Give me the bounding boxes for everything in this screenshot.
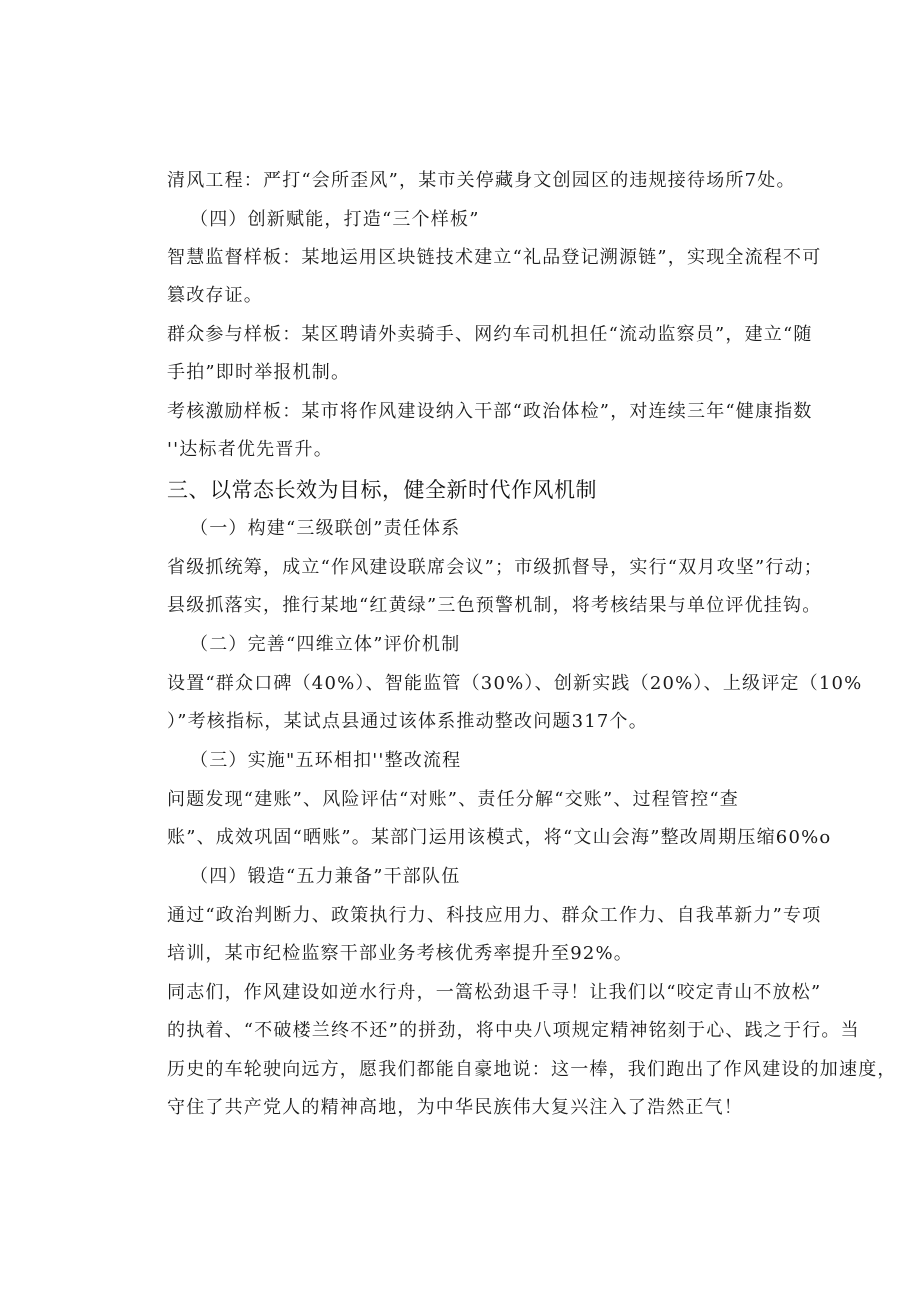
paragraph-qingfeng-project: 清风工程：严打“会所歪风”，某市关停藏身文创园区的违规接待场所7处。 <box>167 170 796 191</box>
section-heading-three: 三、以常态长效为目标，健全新时代作风机制 <box>167 478 597 502</box>
paragraph-public-participation-cont: 手拍”即时举报机制。 <box>167 362 351 383</box>
paragraph-smart-supervision: 智慧监督样板：某地运用区块链技术建立“礼品登记溯源链”，实现全流程不可 <box>167 247 822 268</box>
subheading-five-abilities: （四）锻造“五力兼备”干部队伍 <box>190 866 461 887</box>
subheading-four-dimension: （二）完善“四维立体”评价机制 <box>190 634 461 655</box>
paragraph-five-rings: 问题发现“建账”、风险评估“对账”、责任分解“交账”、过程管控“查 <box>167 789 740 810</box>
subheading-three-level: （一）构建“三级联创”责任体系 <box>190 518 461 539</box>
paragraph-four-dimension: 设置“群众口碑（40%）、智能监管（30%）、创新实践（20%）、上级评定（10% <box>167 673 863 694</box>
paragraph-assessment-incentive: 考核激励样板：某市将作风建设纳入干部“政治体检”，对连续三年“健康指数 <box>167 401 813 422</box>
paragraph-closing-2: 的执着、“不破楼兰终不还”的拼劲，将中央八项规定精神铭刻于心、践之于行。当 <box>167 1020 860 1041</box>
paragraph-public-participation: 群众参与样板：某区聘请外卖骑手、网约车司机担任“流动监察员”，建立“随 <box>167 324 813 345</box>
paragraph-assessment-incentive-cont: ''达标者优先晋升。 <box>167 439 333 460</box>
paragraph-five-abilities-cont: 培训，某市纪检监察干部业务考核优秀率提升至92%。 <box>167 943 634 964</box>
subheading-innovation-empowerment: （四）创新赋能，打造“三个样板” <box>190 209 480 230</box>
paragraph-three-level-cont: 县级抓落实，推行某地“红黄绿”三色预警机制，将考核结果与单位评优挂钩。 <box>167 595 822 616</box>
paragraph-closing-4: 守住了共产党人的精神高地，为中华民族伟大复兴注入了浩然正气！ <box>167 1097 743 1118</box>
subheading-five-rings: （三）实施"五环相扣''整改流程 <box>190 750 462 771</box>
paragraph-closing-1: 同志们，作风建设如逆水行舟，一篙松劲退千寻！让我们以“咬定青山不放松” <box>167 982 822 1003</box>
paragraph-four-dimension-cont: ）”考核指标，某试点县通过该体系推动整改问题317个。 <box>167 711 648 732</box>
paragraph-smart-supervision-cont: 篡改存证。 <box>167 285 263 306</box>
paragraph-three-level: 省级抓统筹，成立“作风建设联席会议”；市级抓督导，实行“双月攻坚”行动； <box>167 557 824 578</box>
paragraph-closing-3: 历史的车轮驶向远方，愿我们都能自豪地说：这一棒，我们跑出了作风建设的加速度， <box>167 1059 897 1080</box>
paragraph-five-rings-cont: 账”、成效巩固“晒账”。某部门运用该模式，将“文山会海”整改周期压缩60%o <box>167 827 832 848</box>
paragraph-five-abilities: 通过“政治判断力、政策执行力、科技应用力、群众工作力、自我革新力”专项 <box>167 905 822 926</box>
